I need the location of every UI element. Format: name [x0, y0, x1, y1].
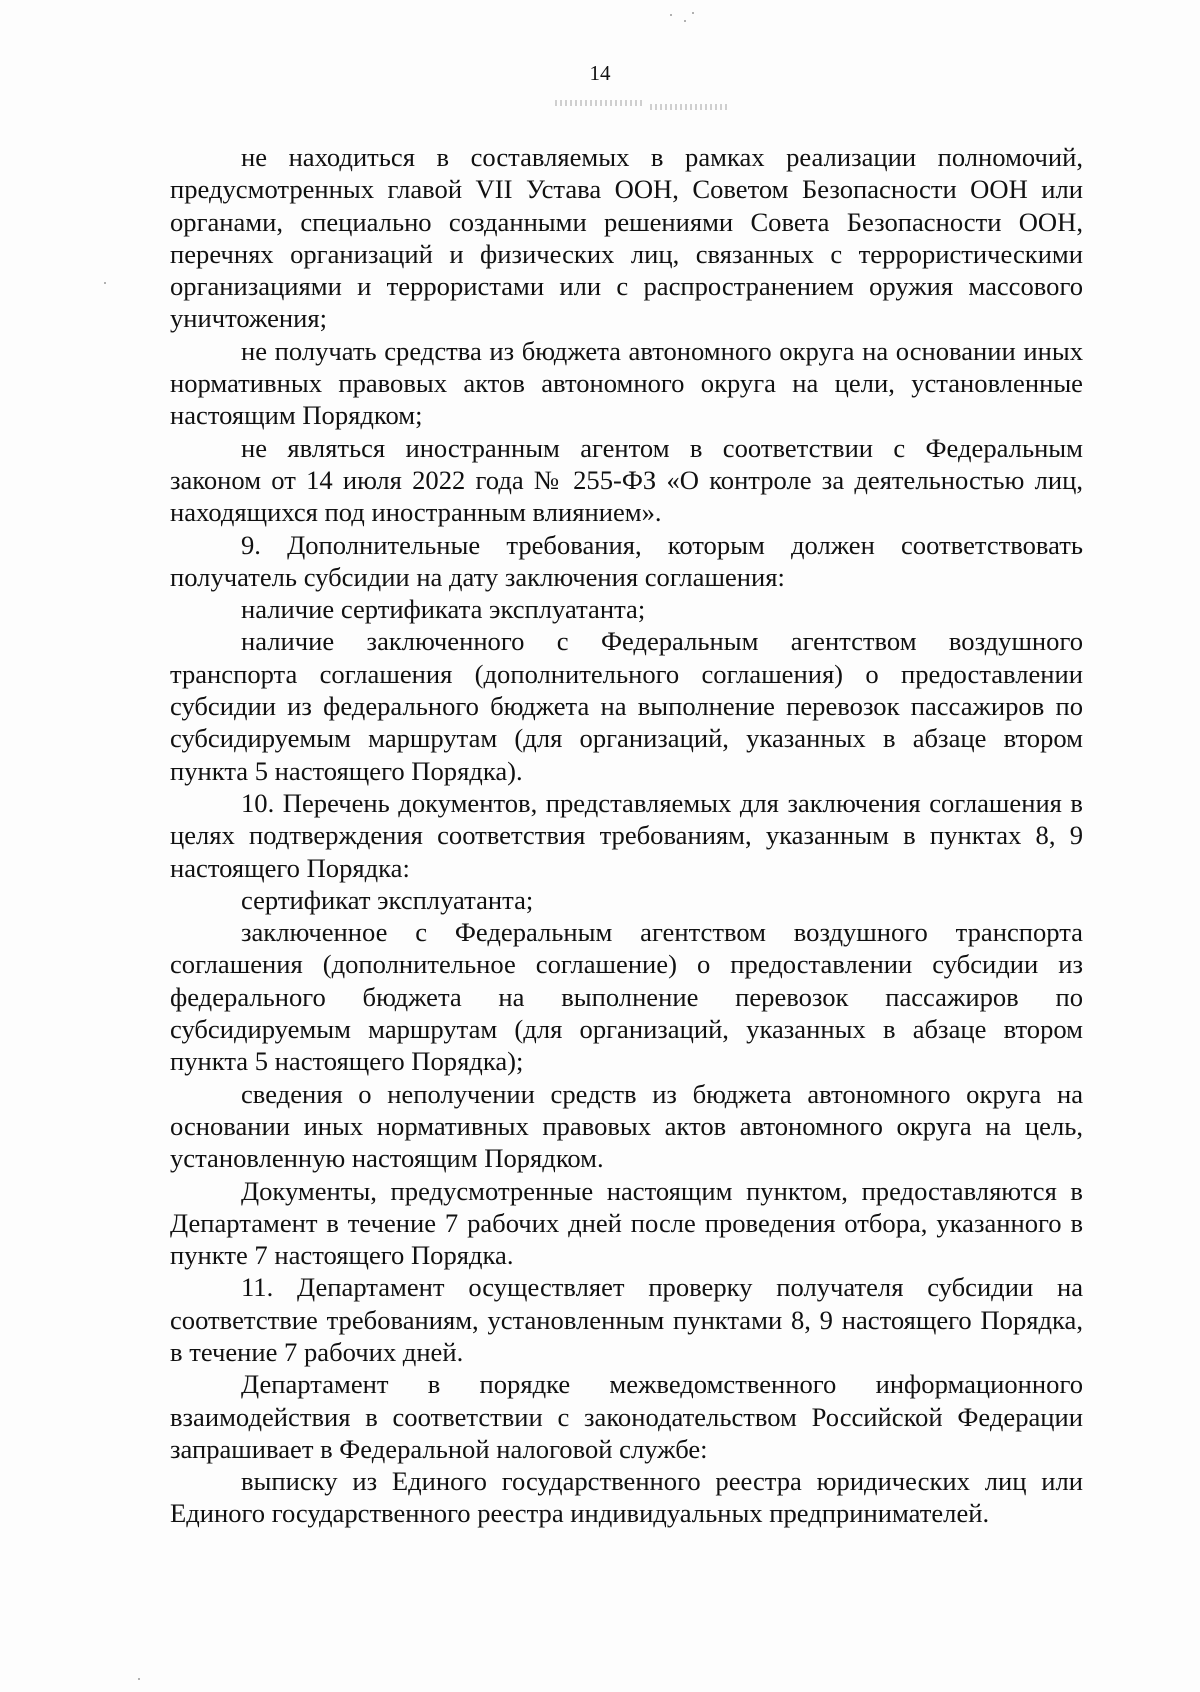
- paragraph: не находиться в составляемых в рамках реализации полномочий, предусмотренных главой VII Устава ООН, Советом Безопасности ООН или органами, специально созданными решениями Совета Безопасности ООН, перечнях организаций и физических лиц, связанных с террористическими организациями и террористами или с распространением оружия массового уничтожения;: [170, 142, 1083, 334]
- paragraph: 11. Департамент осуществляет проверку получателя субсидии на соответствие требованиям, установленным пунктами 8, 9 настоящего Порядка, в течение 7 рабочих дней.: [170, 1272, 1083, 1367]
- scan-speck: [684, 20, 686, 22]
- paragraph: сведения о неполучении средств из бюджета автономного округа на основании иных нормативных правовых актов автономного округа на цель, установленную настоящим Порядком.: [170, 1078, 1083, 1174]
- scan-smudge: [650, 104, 730, 110]
- paragraph: Документы, предусмотренные настоящим пунктом, предоставляются в Департамент в течение 7 рабочих дней после проведения отбора, указанного в пункте 7 настоящего Порядка.: [170, 1175, 1083, 1271]
- paragraph: не являться иностранным агентом в соответствии с Федеральным законом от 14 июля 2022 года № 255-ФЗ «О контроле за деятельностью лиц, находящихся под иностранным влиянием».: [170, 432, 1083, 528]
- paragraph: сертификат эксплуатанта;: [241, 884, 534, 915]
- paragraph: наличие сертификата эксплуатанта;: [241, 594, 646, 625]
- document-body: [170, 141, 1083, 1530]
- scan-speck: [670, 14, 672, 16]
- paragraph: 10. Перечень документов, представляемых для заключения соглашения в целях подтверждения соответствия требованиям, указанным в пунктах 8, 9 настоящего Порядка:: [170, 787, 1083, 883]
- page-number: 14: [589, 61, 611, 85]
- paragraph: Департамент в порядке межведомственного информационного взаимодействия в соответствии с законодательством Российской Федерации запрашивает в Федеральной налоговой службе:: [170, 1369, 1083, 1464]
- scan-speck: [138, 1678, 140, 1680]
- scan-speck: [692, 12, 694, 14]
- paragraph: 9. Дополнительные требования, которым должен соответствовать получатель субсидии на дату заключения соглашения:: [170, 529, 1083, 592]
- paragraph: наличие заключенного с Федеральным агентством воздушного транспорта соглашения (дополнительного соглашения) о предоставлении субсидии из федерального бюджета на выполнение перевозок пассажиров по субсидируемым маршрутам (для организаций, указанных в абзаце втором пункта 5 настоящего Порядка).: [170, 626, 1083, 786]
- paragraph: выписку из Единого государственного реестра юридических лиц или Единого государственного реестра индивидуальных предпринимателей.: [170, 1466, 1083, 1529]
- scan-smudge: [555, 100, 645, 106]
- paragraph: заключенное с Федеральным агентством воздушного транспорта соглашения (дополнительное соглашение) о предоставлении субсидии из федерального бюджета на выполнение перевозок пассажиров по субсидируемым маршрутам (для организаций, указанных в абзаце втором пункта 5 настоящего Порядка);: [170, 917, 1083, 1077]
- scan-speck: [104, 282, 106, 284]
- paragraph: не получать средства из бюджета автономного округа на основании иных нормативных правовых актов автономного округа на цели, установленные настоящим Порядком;: [170, 335, 1083, 431]
